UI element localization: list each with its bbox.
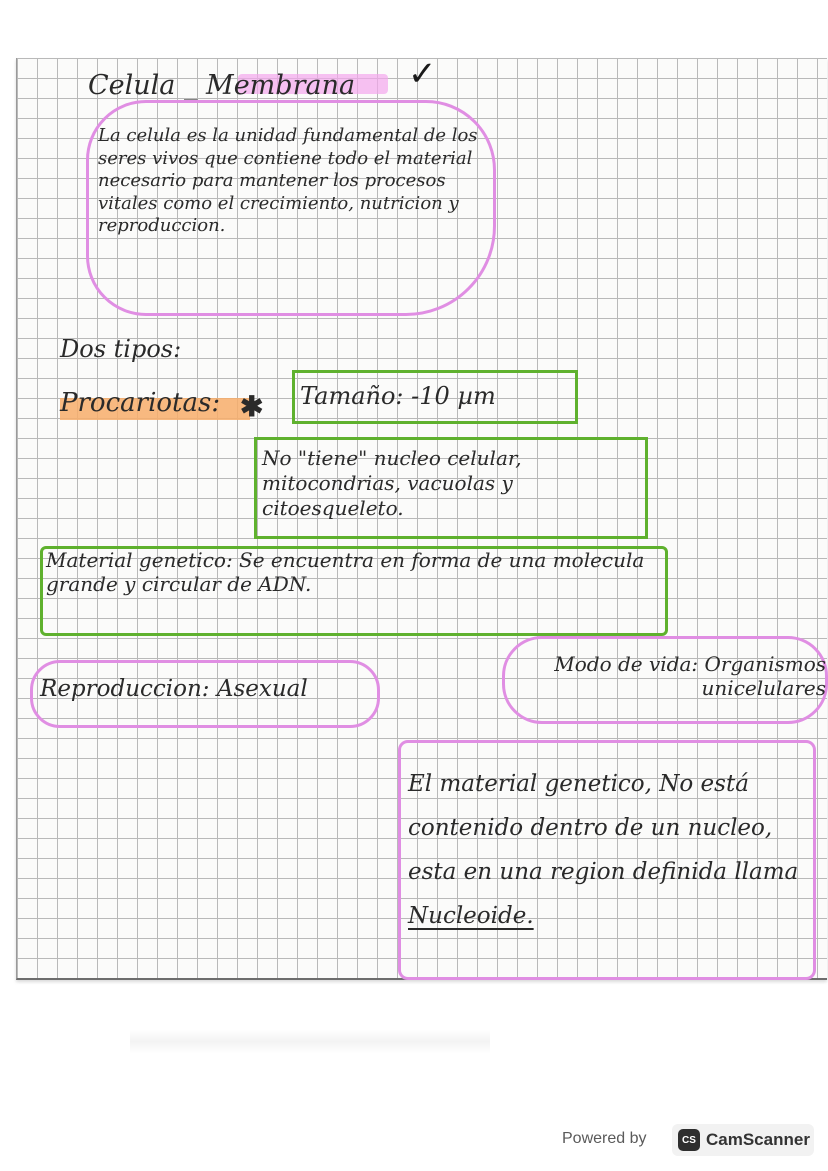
- size-text: Tamaño: -10 µm: [300, 382, 496, 410]
- check-icon: ✓: [408, 54, 437, 94]
- camscanner-logo-icon: CS: [678, 1129, 700, 1151]
- star-icon: ✱: [240, 390, 264, 423]
- nucleoide-term: Nucleoide.: [408, 903, 534, 929]
- powered-by-label: Powered by: [562, 1130, 647, 1147]
- types-heading: Dos tipos:: [60, 335, 182, 363]
- camscanner-brand: CamScanner: [706, 1130, 810, 1149]
- page-title: Celula _ Membrana: [88, 70, 356, 101]
- definition-text: La celula es la unidad fundamental de los seres vivos que contiene todo el material necesario para mantener los procesos vitales como el crecimiento, nutricion y reproduccion.: [98, 125, 478, 236]
- nucleoide-body: El material genetico, No está contenido dentro de un nucleo, esta en una region definida llama: [408, 771, 799, 885]
- scan-shadow: [130, 1030, 490, 1054]
- modo-de-vida-text: Modo de vida: Organismos unicelulares: [554, 652, 826, 700]
- nucleoide-text: [408, 762, 808, 938]
- reproduccion-text: Reproduccion: Asexual: [40, 676, 308, 702]
- camscanner-badge[interactable]: [672, 1124, 814, 1156]
- no-tiene-text: No "tiene" nucleo celular, mitocondrias, vacuolas y citoesqueleto.: [262, 446, 522, 520]
- procariotas-label: Procariotas:: [60, 388, 221, 418]
- material-genetico-text: Material genetico: Se encuentra en forma de una molecula grande y circular de ADN.: [46, 548, 645, 596]
